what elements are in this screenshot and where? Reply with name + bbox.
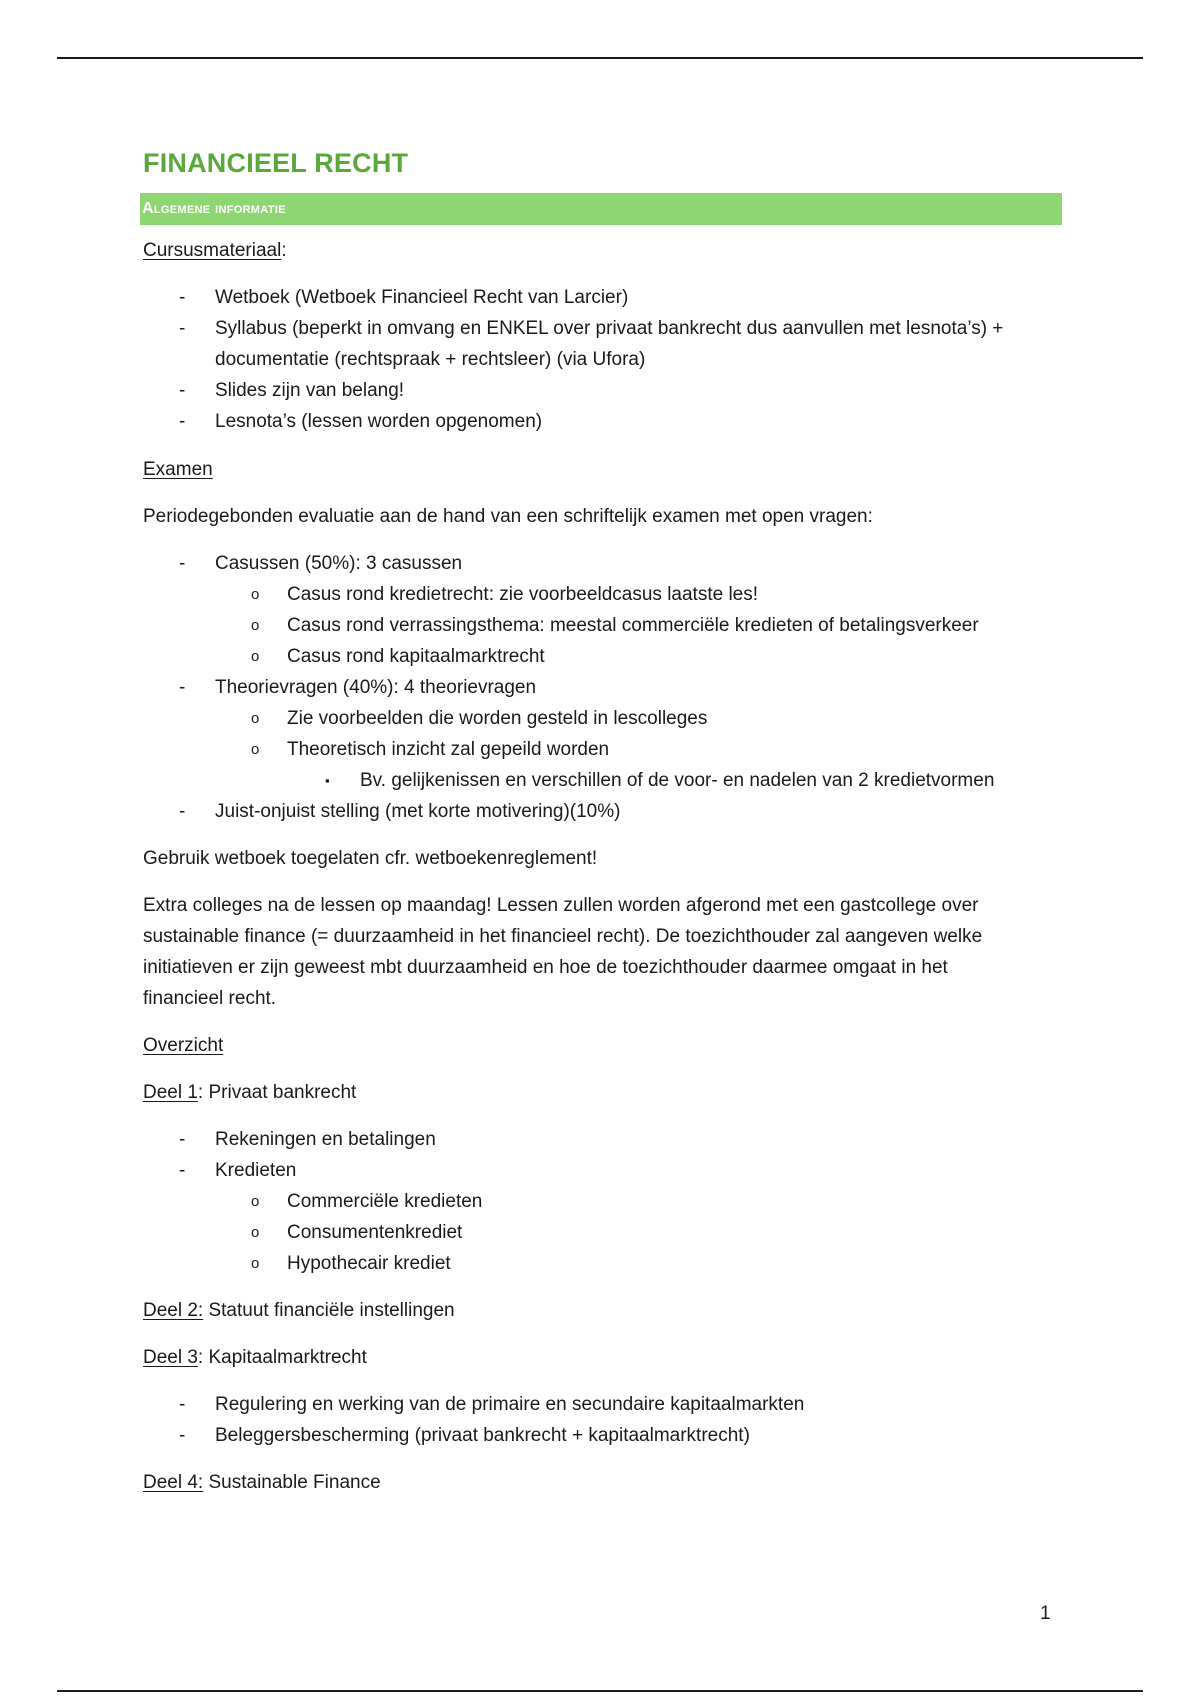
list-item: o Consumentenkrediet bbox=[143, 1217, 1063, 1248]
deel-2-heading: Deel 2: Statuut financiële instellingen bbox=[143, 1300, 455, 1321]
list-item: o Theoretisch inzicht zal gepeild worden bbox=[143, 734, 1063, 765]
list-item: - Theorievragen (40%): 4 theorievragen bbox=[143, 672, 1063, 703]
deel-1-heading: Deel 1: Privaat bankrecht bbox=[143, 1082, 357, 1103]
list-item: - Juist-onjuist stelling (met korte motivering)(10%) bbox=[143, 796, 1063, 827]
cursusmateriaal-list bbox=[143, 282, 1063, 437]
deel-1-list bbox=[143, 1124, 1063, 1279]
dash-bullet-icon: - bbox=[179, 1160, 186, 1181]
dash-bullet-icon: - bbox=[179, 677, 186, 698]
circle-bullet-icon: o bbox=[251, 648, 260, 665]
list-item: o Commerciële kredieten bbox=[143, 1186, 1063, 1217]
page-number: 1 bbox=[1040, 1603, 1051, 1624]
circle-bullet-icon: o bbox=[251, 710, 260, 727]
list-item: - Casussen (50%): 3 casussen bbox=[143, 548, 1063, 579]
list-item: - Slides zijn van belang! bbox=[143, 375, 1063, 406]
list-item: - Rekeningen en betalingen bbox=[143, 1124, 1063, 1155]
list-item: - Wetboek (Wetboek Financieel Recht van Larcier) bbox=[143, 282, 1063, 313]
dash-bullet-icon: - bbox=[179, 318, 186, 339]
dash-bullet-icon: - bbox=[179, 1425, 186, 1446]
footer-rule bbox=[57, 1690, 1143, 1692]
list-item: o Casus rond verrassingsthema: meestal commerciële kredieten of betalingsverkeer bbox=[143, 610, 1063, 641]
list-item-continuation: documentatie (rechtspraak + rechtsleer) (via Ufora) bbox=[215, 349, 646, 370]
list-item: o Hypothecair krediet bbox=[143, 1248, 1063, 1279]
examen-list bbox=[143, 548, 1063, 827]
dash-bullet-icon: - bbox=[179, 380, 186, 401]
dash-bullet-icon: - bbox=[179, 1394, 186, 1415]
deel-3-list bbox=[143, 1389, 1063, 1451]
deel-4-heading: Deel 4: Sustainable Finance bbox=[143, 1472, 381, 1493]
square-bullet-icon: ▪ bbox=[325, 773, 330, 788]
circle-bullet-icon: o bbox=[251, 1224, 260, 1241]
cursusmateriaal-heading: Cursusmateriaal: bbox=[143, 240, 287, 261]
list-item: o Casus rond kredietrecht: zie voorbeeldcasus laatste les! bbox=[143, 579, 1063, 610]
page-title: FINANCIEEL RECHT bbox=[143, 148, 409, 178]
dash-bullet-icon: - bbox=[179, 411, 186, 432]
circle-bullet-icon: o bbox=[251, 617, 260, 634]
list-item: - Syllabus (beperkt in omvang en ENKEL over privaat bankrecht dus aanvullen met lesnota’s) + bbox=[143, 313, 1063, 344]
list-item: o Casus rond kapitaalmarktrecht bbox=[143, 641, 1063, 672]
dash-bullet-icon: - bbox=[179, 1129, 186, 1150]
extra-paragraph: Extra colleges na de lessen op maandag! Lessen zullen worden afgerond met een gastcollege over sustainable finance (= duurzaamheid in het financieel recht). De toezichthouder zal aangeven welke initiatieven er zijn geweest mbt duurzaamheid en hoe de toezichthouder daarmee omgaat in het financieel recht. bbox=[143, 895, 983, 1009]
list-item: - Beleggersbescherming (privaat bankrecht + kapitaalmarktrecht) bbox=[143, 1420, 1063, 1451]
document-page bbox=[143, 148, 1063, 1498]
circle-bullet-icon: o bbox=[251, 1193, 260, 1210]
list-item: - Lesnota’s (lessen worden opgenomen) bbox=[143, 406, 1063, 437]
circle-bullet-icon: o bbox=[251, 741, 260, 758]
dash-bullet-icon: - bbox=[179, 287, 186, 308]
circle-bullet-icon: o bbox=[251, 586, 260, 603]
wetboek-note: Gebruik wetboek toegelaten cfr. wetboekenreglement! bbox=[143, 848, 598, 869]
circle-bullet-icon: o bbox=[251, 1255, 260, 1272]
dash-bullet-icon: - bbox=[179, 553, 186, 574]
header-rule bbox=[57, 57, 1143, 59]
list-item: - Kredieten bbox=[143, 1155, 1063, 1186]
section-heading-band: Algemene informatie bbox=[140, 193, 1062, 225]
list-item: o Zie voorbeelden die worden gesteld in lescolleges bbox=[143, 703, 1063, 734]
list-item: ▪ Bv. gelijkenissen en verschillen of de voor- en nadelen van 2 kredietvormen bbox=[143, 765, 1063, 796]
overzicht-heading: Overzicht bbox=[143, 1035, 224, 1056]
examen-heading: Examen bbox=[143, 459, 213, 480]
examen-intro: Periodegebonden evaluatie aan de hand van een schriftelijk examen met open vragen: bbox=[143, 506, 873, 527]
list-item: - Regulering en werking van de primaire en secundaire kapitaalmarkten bbox=[143, 1389, 1063, 1420]
deel-3-heading: Deel 3: Kapitaalmarktrecht bbox=[143, 1347, 367, 1368]
dash-bullet-icon: - bbox=[179, 801, 186, 822]
